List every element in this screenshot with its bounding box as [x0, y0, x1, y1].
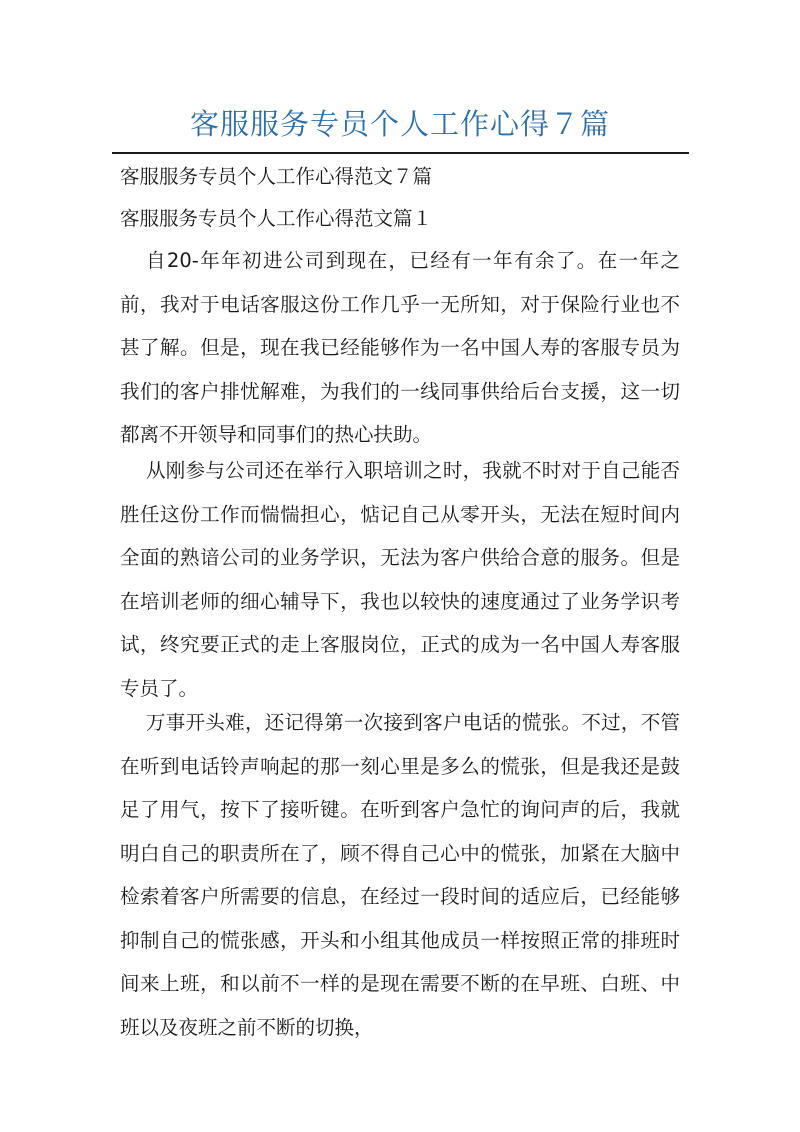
body-paragraph: 自20-年年初进公司到现在，已经有一年有余了。在一年之前，我对于电话客服这份工作几乎一无所知，对于保险行业也不甚了解。但是，现在我已经能够作为一名中国人寿的客服专员为我们的客户排忧解难，为我们的一线同事供给后台支援，这一切都离不开领导和同事们的热心扶助。: [120, 249, 680, 446]
body-paragraph: 从刚参与公司还在举行入职培训之时，我就不时对于自己能否胜任这份工作而惴惴担心，惦记自己从零开头，无法在短时间内全面的熟谙公司的业务学识，无法为客户供给合意的服务。但是在培训老师的细心辅导下，我也以较快的速度通过了业务学识考试，终究要正式的走上客服岗位，正式的成为一名中国人寿客服专员了。: [120, 459, 680, 700]
subtitle-collection: 客服服务专员个人工作心得范文７篇: [120, 165, 433, 188]
title-divider: [112, 152, 689, 154]
body-paragraph-3-block: [120, 701, 680, 1049]
body-paragraph-1-block: [120, 239, 680, 457]
subtitle-article-1: 客服服务专员个人工作心得范文篇１: [120, 207, 433, 230]
body-paragraph: 万事开头难，还记得第一次接到客户电话的慌张。不过，不管在听到电话铃声响起的那一刻心里是多么的慌张，但是我还是鼓足了用气，按下了接听键。在听到客户急忙的询问声的后，我就明白自己的职责所在了，顾不得自己心中的慌张，加紧在大脑中检索着客户所需要的信息，在经过一段时间的适应后，已经能够抑制自己的慌张感，开头和小组其他成员一样按照正常的排班时间来上班，和以前不一样的是现在需要不断的在早班、白班、中班以及夜班之前不断的切换，: [120, 711, 680, 1039]
document-title: 客服服务专员个人工作心得７篇: [189, 107, 610, 141]
body-paragraph-2-block: [120, 449, 680, 710]
